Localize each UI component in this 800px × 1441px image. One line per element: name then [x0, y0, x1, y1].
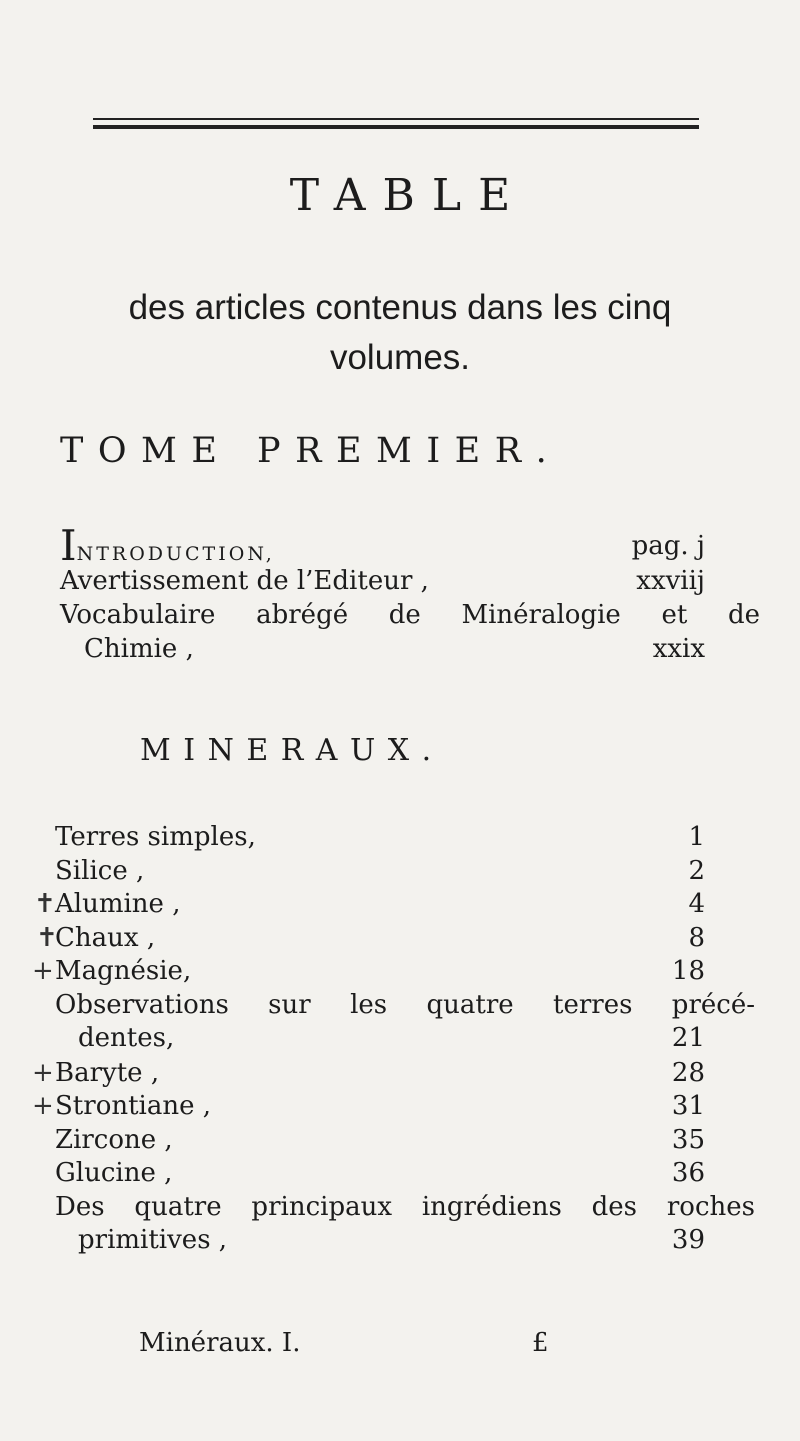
- toc-page: xxix: [652, 634, 705, 664]
- toc-page: 28: [671, 1058, 705, 1088]
- toc-label: Terres simples,: [55, 822, 256, 852]
- toc-label: Strontiane ,: [55, 1091, 212, 1121]
- toc-label: Zircone ,: [55, 1125, 173, 1155]
- toc-label: Alumine ,: [55, 889, 181, 919]
- toc-page: pag. j: [631, 531, 705, 561]
- top-rule-thick: [93, 125, 699, 129]
- toc-label: Vocabulaire abrégé de Minéralogie et de: [60, 600, 760, 630]
- cross-mark-icon: ✝: [34, 889, 56, 919]
- drop-initial: I: [60, 521, 77, 570]
- toc-page: 4: [688, 889, 705, 919]
- toc-label: Avertissement de l’Editeur ,: [60, 566, 429, 596]
- cross-mark-icon: ✝: [36, 923, 58, 953]
- toc-label: Magnésie,: [55, 956, 192, 986]
- sheet-mark: £: [532, 1328, 549, 1358]
- toc-page: 8: [688, 923, 705, 953]
- toc-label: Baryte ,: [55, 1058, 160, 1088]
- toc-page: 39: [671, 1225, 705, 1255]
- toc-label: NTRODUCTION,: [76, 543, 275, 565]
- plus-mark-icon: +: [32, 1091, 54, 1121]
- toc-page: 1: [688, 822, 705, 852]
- toc-label: Chaux ,: [55, 923, 156, 953]
- toc-page: 36: [671, 1158, 705, 1188]
- toc-page: 31: [671, 1091, 705, 1121]
- top-rule-thin: [93, 118, 699, 120]
- subtitle-line-2: volumes.: [329, 338, 471, 377]
- page-title: TABLE: [289, 170, 528, 221]
- toc-page: 18: [671, 956, 705, 986]
- toc-page: 2: [688, 856, 705, 886]
- toc-label: Chimie ,: [84, 634, 194, 664]
- toc-label: Glucine ,: [55, 1158, 173, 1188]
- subtitle-line-1: des articles contenus dans les cinq: [128, 288, 672, 327]
- toc-label: Observations sur les quatre terres précé-: [55, 990, 755, 1020]
- toc-entry-primitives: [0, 1218, 800, 1262]
- toc-page: 35: [671, 1125, 705, 1155]
- plus-mark-icon: +: [32, 956, 54, 986]
- tome-heading: TOME PREMIER.: [60, 431, 562, 471]
- toc-page: xxviij: [636, 566, 705, 596]
- signature-line: Minéraux. I.: [139, 1328, 301, 1358]
- toc-label: Des quatre principaux ingrédiens des roches: [55, 1192, 755, 1222]
- plus-mark-icon: +: [32, 1058, 54, 1088]
- toc-label: Silice ,: [55, 856, 145, 886]
- toc-label: dentes,: [78, 1023, 175, 1053]
- section-heading: MINERAUX.: [140, 733, 444, 768]
- toc-entry-chimie: [0, 627, 800, 671]
- toc-label: primitives ,: [78, 1225, 228, 1255]
- toc-page: 21: [671, 1023, 705, 1053]
